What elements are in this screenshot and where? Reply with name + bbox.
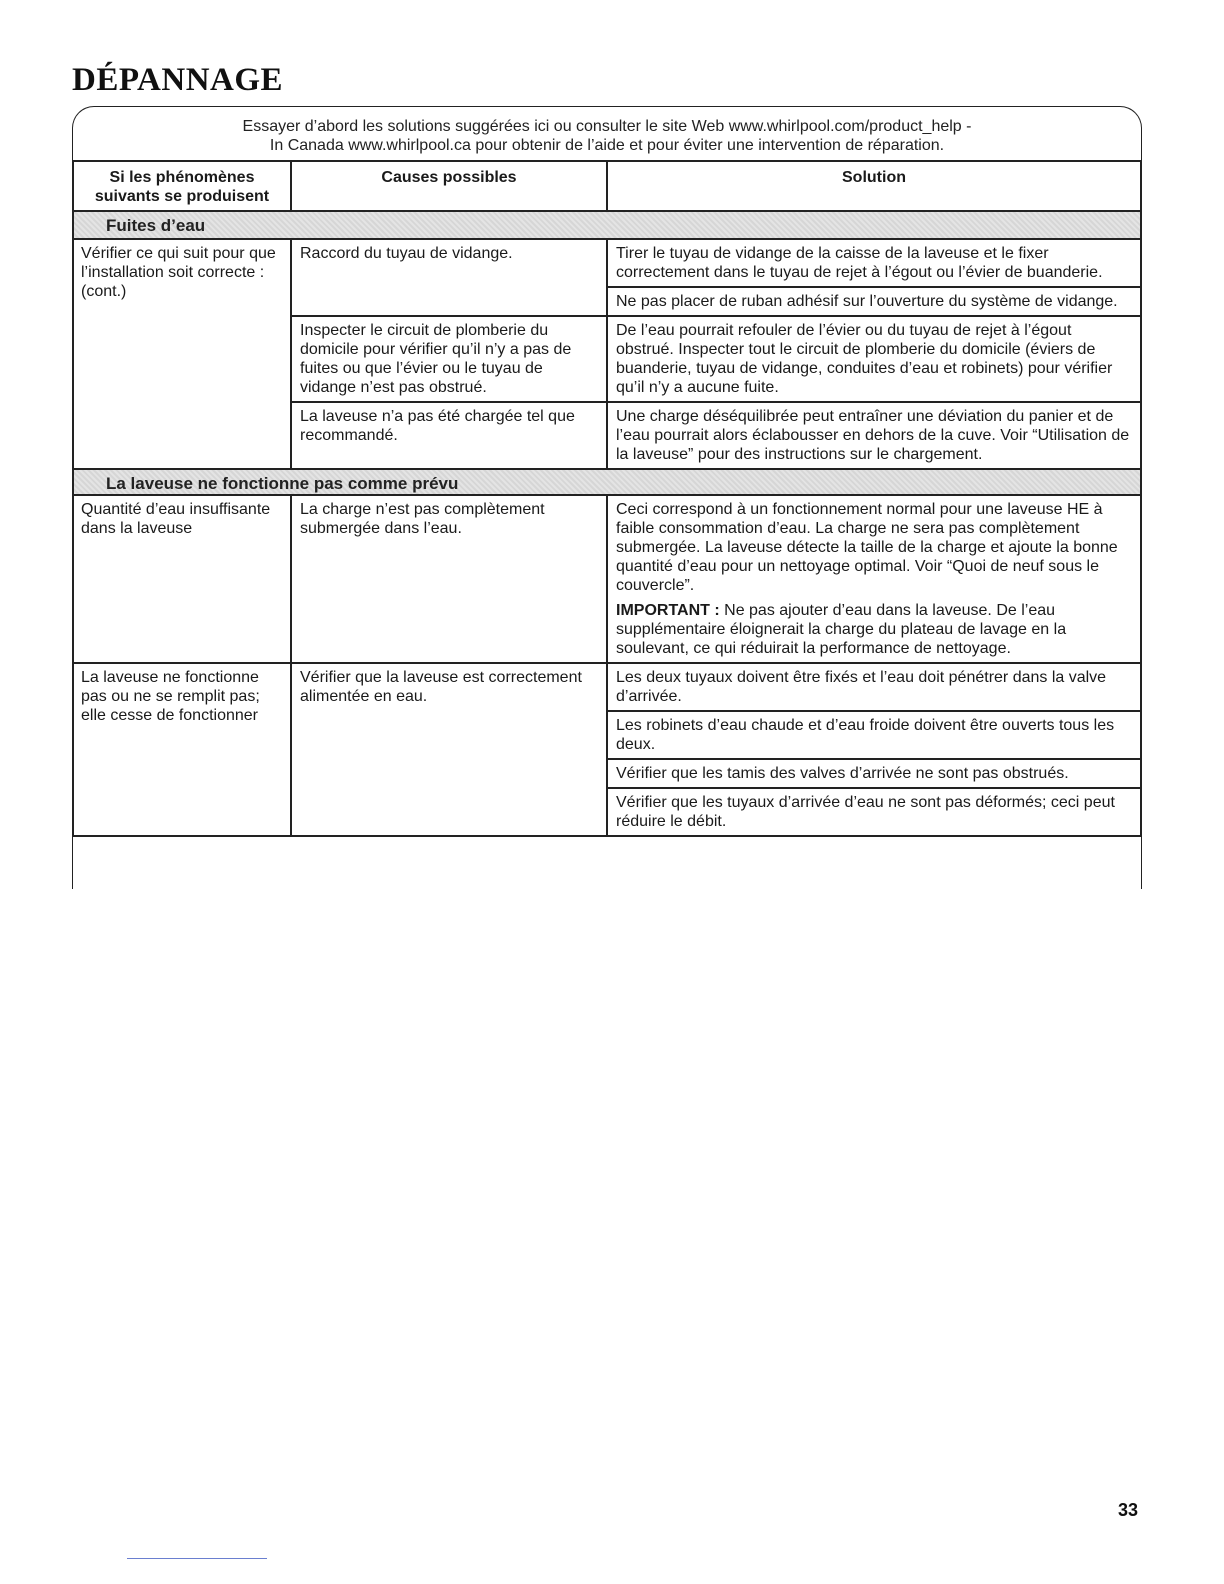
solution-cell: De l’eau pourrait refouler de l’évier ou du tuyau de rejet à l’égout obstrué. Inspecter tout le circuit de plomberie du domicile (éviers de buanderie, tuyau de vidange, conduites d’eau et robinets) pour vérifier qu’il n’y a aucune fuite. bbox=[616, 322, 1113, 396]
important-text: Ne pas ajouter d’eau dans la laveuse. De l’eau supplémentaire éloignerait la charge du plateau de lavage en la soulevant, ce qui réduirait la performance de nettoyage. bbox=[616, 602, 1067, 657]
symptom-cell: La laveuse ne fonctionne pas ou ne se remplit pas; elle cesse de fonctionner bbox=[74, 664, 292, 835]
section-header: La laveuse ne fonctionne pas comme prévu bbox=[74, 468, 1140, 496]
cause-cell: Inspecter le circuit de plomberie du domicile pour vérifier qu’il n’y a pas de fuites ou que l’évier ou le tuyau de vidange n’est pas obstrué. bbox=[292, 317, 608, 401]
symptom-cell: Vérifier ce qui suit pour que l’installation soit correcte : (cont.) bbox=[74, 240, 292, 468]
intro-line: Essayer d’abord les solutions suggérées ici ou consulter le site Web www.whirlpool.com/product_help - bbox=[242, 118, 972, 135]
cause-row bbox=[292, 403, 1140, 468]
solutions bbox=[608, 496, 1140, 662]
cause-solution-block bbox=[292, 496, 1140, 662]
cause-solution-block bbox=[292, 664, 1140, 835]
solution-cell: Une charge déséquilibrée peut entraîner une déviation du panier et de l’eau pourrait alors éclabousser en dehors de la cuve. Voir “Utilisation de la laveuse” pour des instructions sur le chargement. bbox=[616, 408, 1130, 463]
intro-text bbox=[72, 117, 1142, 155]
solution-text: Ceci correspond à un fonctionnement normal pour une laveuse HE à faible consommation d’eau. La charge ne sera pas complètement submergée. La laveuse détecte la taille de la charge et ajoute la bonne quantité d’eau pour un nettoyage optimal. Voir “Quoi de neuf sous le couvercle”. bbox=[616, 501, 1118, 594]
solution-cell: Tirer le tuyau de vidange de la caisse de la laveuse et le fixer correctement dans le tuyau de rejet à l’égout ou l’évier de buanderie. bbox=[608, 240, 1140, 288]
solution-cell: Les deux tuyaux doivent être fixés et l’eau doit pénétrer dans la valve d’arrivée. bbox=[608, 664, 1140, 712]
solution-cell: Vérifier que les tuyaux d’arrivée d’eau ne sont pas déformés; ceci peut réduire le débit. bbox=[616, 794, 1115, 830]
solutions bbox=[608, 240, 1140, 315]
section-header: Fuites d’eau bbox=[74, 212, 1140, 240]
page-number: 33 bbox=[1118, 1500, 1139, 1520]
important-label: IMPORTANT : bbox=[616, 602, 720, 619]
intro-line: In Canada www.whirlpool.ca pour obtenir de l’aide et pour éviter une intervention de réparation. bbox=[269, 137, 945, 154]
solutions bbox=[608, 664, 1140, 835]
header-symptom: Si les phénomènes suivants se produisent bbox=[74, 162, 292, 210]
cause-cell: Raccord du tuyau de vidange. bbox=[292, 240, 608, 315]
table-header bbox=[74, 162, 1140, 212]
cause-cell: La laveuse n’a pas été chargée tel que recommandé. bbox=[292, 403, 608, 468]
solutions bbox=[608, 317, 1140, 401]
solution-cell: Ne pas placer de ruban adhésif sur l’ouverture du système de vidange. bbox=[616, 293, 1118, 310]
cause-row bbox=[292, 496, 1140, 662]
symptom-group bbox=[74, 664, 1140, 835]
page-title: DÉPANNAGE bbox=[72, 62, 284, 98]
cause-cell: Vérifier que la laveuse est correctement alimentée en eau. bbox=[292, 664, 608, 835]
cause-row bbox=[292, 664, 1140, 835]
solution-cell: Les robinets d’eau chaude et d’eau froide doivent être ouverts tous les deux. bbox=[608, 712, 1140, 760]
cause-solution-block bbox=[292, 240, 1140, 468]
symptom-group bbox=[74, 240, 1140, 470]
troubleshooting-table bbox=[72, 160, 1142, 837]
footer-rule bbox=[127, 1558, 267, 1559]
important-note bbox=[616, 601, 1132, 658]
header-solution: Solution bbox=[842, 169, 906, 186]
cause-row bbox=[292, 317, 1140, 403]
cause-cell: La charge n’est pas complètement submergée dans l’eau. bbox=[292, 496, 608, 662]
solution-cell: Vérifier que les tamis des valves d’arrivée ne sont pas obstrués. bbox=[608, 760, 1140, 789]
header-cause: Causes possibles bbox=[292, 162, 608, 210]
solution-cell bbox=[608, 496, 1140, 662]
cause-row bbox=[292, 240, 1140, 317]
solutions bbox=[608, 403, 1140, 468]
symptom-cell: Quantité d’eau insuffisante dans la laveuse bbox=[74, 496, 292, 662]
symptom-group bbox=[74, 496, 1140, 664]
